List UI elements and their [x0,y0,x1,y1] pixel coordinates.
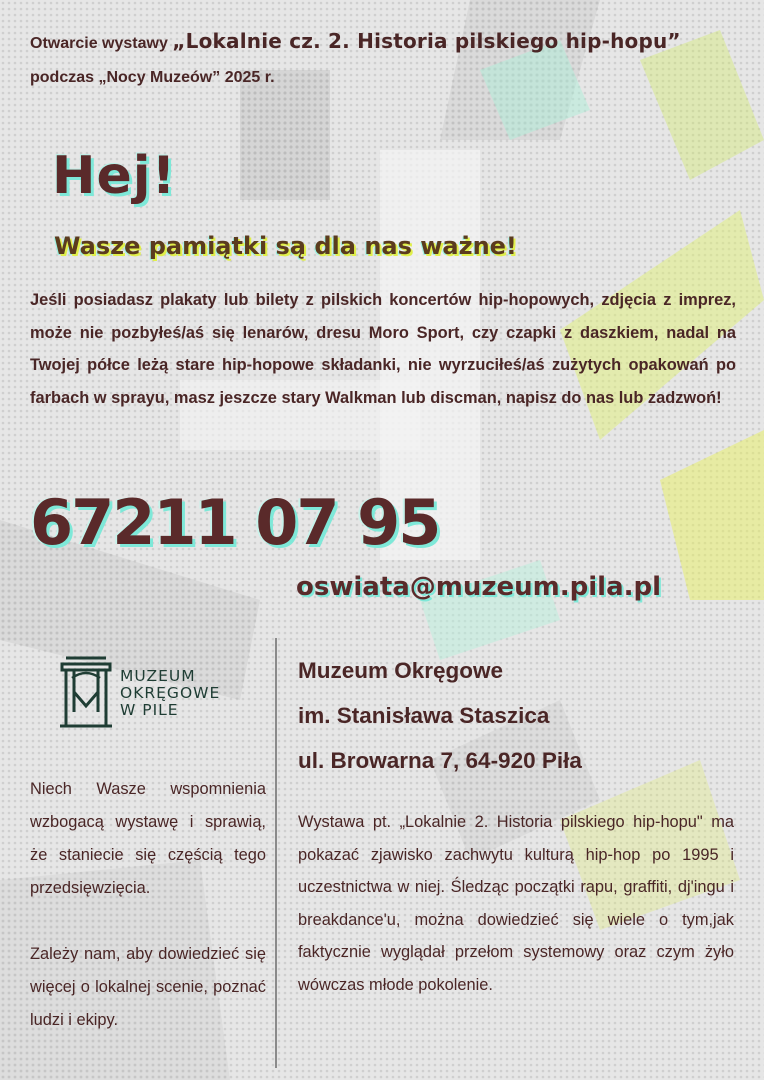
intro-prefix: Otwarcie wystawy [30,35,173,52]
left-paragraph-1: Niech Wasze wspomnienia wzbogacą wystawę i sprawią, że staniecie się częścią tego przedsięwzięcia. [30,780,266,897]
call-to-action-paragraph: Jeśli posiadasz plakaty lub bilety z pilskich koncertów hip-hopowych, zdjęcia z imprez, może nie pozbyłeś/aś się lenarów, dresu Moro Sport, czy czapki z daszkiem, nadal na Twojej półce leżą stare hip-hopowe składanki, nie wyrzuciłeś/aś zużytych opakowań po farbach w sprayu, masz jeszcze stary Walkman lub discman, napisz do nas lub zadzwoń! [30,291,736,407]
logo-text [120,668,220,719]
left-column [30,773,266,1037]
left-paragraph-2: Zależy nam, aby dowiedzieć się więcej o lokalnej scenie, poznać ludzi i ekipy. [30,945,266,1029]
column-divider [275,638,277,1068]
museum-info [298,648,582,783]
greeting-heading: Hej! [52,146,177,206]
phone-number[interactable]: 67211 07 95 [30,486,440,559]
logo-line-2: OKRĘGOWE [120,684,221,702]
museum-logo [58,654,258,734]
exhibition-description: Wystawa pt. „Lokalnie 2. Historia pilskiego hip-hopu" ma pokazać zjawisko zachwytu kulturą hip-hop po 1995 i uczestnictwa w niej. Śledząc początki rapu, graffiti, dj'ingu i breakdance'u, można dowiedzieć się wiele o tym,jak faktycznie wyglądał przełom systemowy oraz czym żyło wówczas młode pokolenie. [298,813,734,994]
museum-building-logo-icon [58,654,114,730]
museum-address: ul. Browarna 7, 64-920 Piła [298,748,582,773]
intro-line2: podczas „Nocy Muzeów” 2025 r. [30,69,275,86]
email-address[interactable]: oswiata@muzeum.pila.pl [296,572,662,602]
museum-patron: im. Stanisława Staszica [298,703,550,728]
museum-name: Muzeum Okręgowe [298,658,504,683]
logo-line-3: W PILE [120,701,179,719]
subtitle-heading: Wasze pamiątki są dla nas ważne! [54,232,517,260]
intro-block [30,24,750,95]
exhibition-title: „Lokalnie cz. 2. Historia pilskiego hip-hopu” [172,29,681,53]
logo-line-1: MUZEUM [120,667,196,685]
